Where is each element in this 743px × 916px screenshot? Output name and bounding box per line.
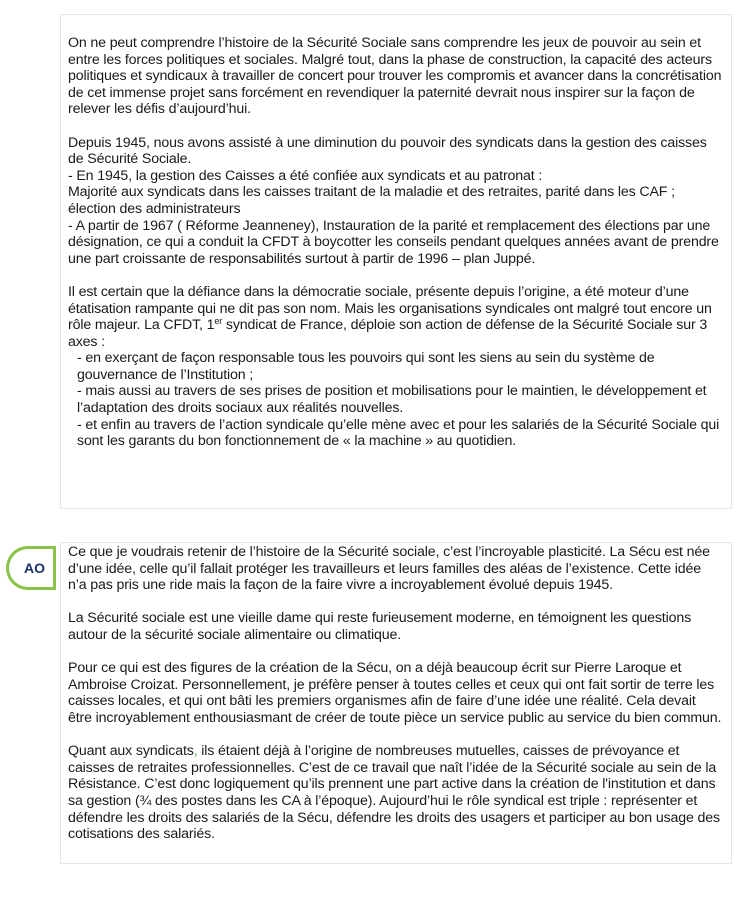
axis-item: - mais aussi au travers de ses prises de position et mobilisations pour le maintien, le développement et l’adaptation des droits sociaux aux réalités nouvelles.: [77, 383, 707, 417]
author-badge: AO: [6, 546, 56, 590]
paragraph-founders: Pour ce qui est des figures de la création de la Sécu, on a déjà beaucoup écrit sur Pierre Laroque et Ambroise Croizat. Personnellement, je préfère penser à toutes celles et ceux qui ont fait sortir de terre les caisses locales, et qui ont bâti les premiers organismes afin de faire d’une idée une réalité. Cela devait être incroyablement enthousiasmant de créer de toute pièce un service public au service du bien commun.: [68, 660, 722, 726]
text-span: ils étaient déjà à l’origine de nombreuses mutuelles, caisses de prévoyance et caisses de retraites professionnelles. C’est de ce travail que naît l’idée de la Sécurité sociale au sein de la Résistance. C’est donc logiquement qu’ils prennent une part active dans la création de l'institution et dans sa gestion (¾ des postes dans les CA à l’époque). Aujourd’hui le rôle syndical est triple : représenter et défendre les droits des salariés de la Sécu, défendre les droits des usagers et participer au bon usage des cotisations des salariés.: [68, 743, 720, 843]
text-span: syndicat de France, déploie son action de défense de la Sécurité Sociale sur 3 axes :: [68, 317, 708, 350]
paragraph-majority: Majorité aux syndicats dans les caisses traitant de la maladie et des retraites, parité dans les CAF ; élection des administrateurs: [68, 184, 675, 217]
axis-item: - en exerçant de façon responsable tous les pouvoirs qui sont les siens au sein du système de gouvernance de l’Institution ;: [77, 350, 655, 383]
text-span: Il est certain que la défiance dans la démocratie sociale, présente depuis l’origine, a été moteur d’une étatisation rampante qui ne dit pas son nom. Mais les organisations syndicales ont malgré tout encore un rôle majeur. La CFDT, 1: [68, 283, 712, 334]
spacer: [68, 594, 723, 611]
superscript: er: [214, 316, 223, 327]
text-span: Quant aux syndicats: [68, 743, 194, 760]
paragraph-unions: [68, 743, 723, 843]
text-box-ao: [60, 542, 732, 864]
spacer: [68, 644, 723, 661]
paragraph-plasticity: Ce que je voudrais retenir de l’histoire de la Sécurité sociale, c’est l’incroyable plasticité. La Sécu est née d’une idée, celle qu’il fallait protéger les travailleurs et leurs familles des aléas de l’existence. Cette idée n’a pas pris une ride mais la façon de la faire vivre a incroyablement évolué depuis 1945.: [68, 544, 710, 594]
paragraph-old-lady: La Sécurité sociale est une vieille dame qui reste furieusement moderne, en témoignent les questions autour de la sécurité sociale alimentaire ou climatique.: [68, 610, 692, 643]
paragraph-intro: On ne peut comprendre l’histoire de la Sécurité Sociale sans comprendre les jeux de pouvoir au sein et entre les forces politiques et sociales. Malgré tout, dans la phase de construction, la capacité des acteurs politiques et syndicaux à travailler de concert pour trouver les compromis et avancer dans la concrétisation de cet immense projet sans forcément en revendiquer la paternité devrait nous inspirer sur la façon de relever les défis d’aujourd’hui.: [68, 35, 722, 118]
paragraph-since-1945: Depuis 1945, nous avons assisté à une diminution du pouvoir des syndicats dans la gestion des caisses de Sécurité Sociale.: [68, 134, 707, 168]
paragraph-1945-management: - En 1945, la gestion des Caisses a été confiée aux syndicats et au patronat :: [68, 167, 543, 184]
spacer: [68, 118, 723, 135]
axis-item: - et enfin au travers de l’action syndicale qu’elle mène avec et pour les salariés de la Sécurité Sociale qui sont les garants du bon fonctionnement de « la machine » au quotidien.: [77, 416, 720, 450]
paragraph-defiance: [68, 284, 723, 350]
green-comma: ,: [193, 743, 198, 760]
text-box-cfdt: [60, 14, 732, 509]
paragraph-1967-reform: - A partir de 1967 ( Réforme Jeanneney), Instauration de la parité et remplacement des élections par une désignation, ce qui a conduit la CFDT à boycotter les conseils pendant quelques années avant de prendre une part croissante de responsabilités surtout à partir de 1996 – plan Juppé.: [68, 217, 719, 267]
spacer: [68, 727, 723, 744]
spacer: [68, 267, 723, 284]
